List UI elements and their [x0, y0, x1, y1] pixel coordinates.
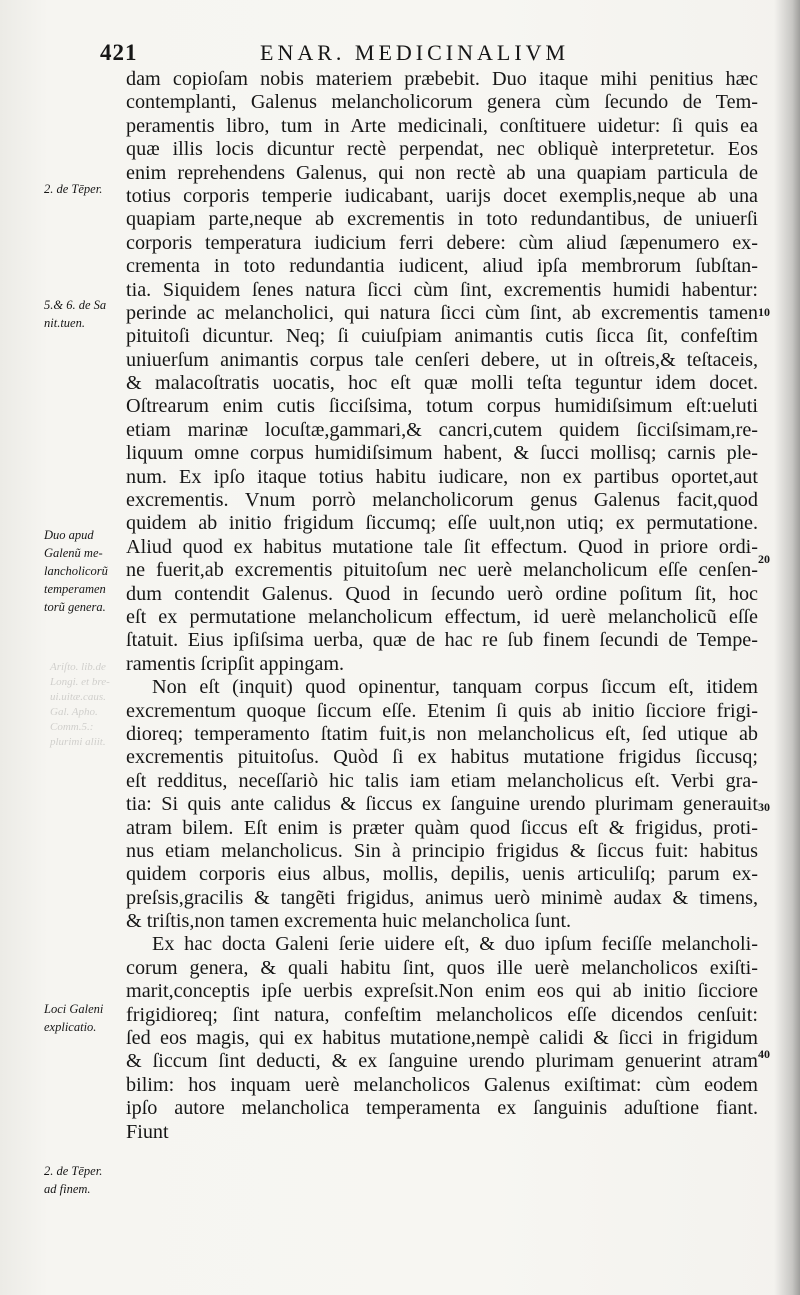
line-number: 10 [758, 305, 770, 319]
text-line: excrementis. Vnum porrò melancholicorum genus Galenus facit,quod [126, 489, 758, 512]
text-line: Oſtrearum enim cutis ſicciſsima, totum corpus humidiſsimum eſt:ueluti [126, 395, 758, 418]
text-line: eſt ex permutatione melancholicum effectum, id uerè melancholicũ eſſe [126, 605, 758, 628]
line-number: 30 [758, 800, 770, 814]
show-through-text: Ariſto. lib.de Longi. et bre- ui.uitæ.caus. Gal. Apho. Comm.5.: plurimi aliit. [50, 661, 110, 748]
margin-note: 2. de Tēper. ad finem. [44, 1164, 103, 1196]
text-line: pituitoſi dicuntur. Neq; ſi cuiuſpiam animantis cutis ſicca ſit, confeſtim [126, 325, 758, 348]
text-line: tia: Si quis ante calidus & ſiccus ex ſanguine urendo plurimam generauit [126, 793, 758, 816]
margin-note: 2. de Tēper. [44, 182, 103, 196]
page-number: 421 [100, 40, 138, 65]
text-line: ramentis ſcripſit appingam. [126, 652, 345, 675]
text-line: quæ illis locis dicuntur rectè perpendat, nec obliquè interpretetur. Eos [126, 138, 758, 161]
text-line: quidem ab initio frigidum ſiccumq; eſſe uult,non utiq; ex permutatione. [126, 512, 758, 535]
margin-note: Duo apud Galenũ me- lancholicorũ temperamen torũ genera. [44, 528, 108, 614]
text-line: dam copioſam nobis materiem præbebit. Duo itaque mihi penitius hæc [126, 68, 758, 90]
line-number: 20 [758, 552, 770, 566]
running-title: ENAR. MEDICINALIVM [260, 40, 570, 65]
text-line: Ex hac docta Galeni ſerie uidere eſt, & duo ipſum feciſſe melancholi- [152, 933, 758, 956]
text-line: & ſiccum ſint deducti, & ex ſanguine urendo plurimam genuerint atram [126, 1050, 758, 1073]
margin-note: Loci Galeni explicatio. [44, 1002, 104, 1034]
text-line: preſsis,gracilis & tangẽti frigidus, animus uerò minimè audax & timens, [126, 886, 758, 909]
line-number: 40 [758, 1047, 770, 1061]
text-line: totius corporis temperie iudicabant, uarijs docet exemplis,neque ab una [126, 184, 758, 207]
text-line: peramentis libro, tum in Arte medicinali, conſtituere uidetur: ſi quis ea [126, 114, 758, 137]
text-line: excrementis pituitoſus. Quòd ſi ex habitus mutatione frigidus ſiccusq; [126, 746, 758, 769]
text-line: quapiam parte,neque ab excrementis in toto redundantibus, de uniuerſi [126, 208, 758, 231]
text-line: liquum omne corpus humidiſsimum habent, & ſucci mollisq; carnis ple- [126, 442, 758, 465]
text-line: crementa in toto redundantia iudicent, aliud ipſa membrorum ſubſtan- [126, 255, 758, 278]
text-line: corporis temperatura iudicium ferri debere: cùm aliud ſæpenumero ex- [126, 231, 758, 254]
text-line: dum contendit Galenus. Quod in ſecundo uerò ordine poſitum ſit, hoc [126, 582, 758, 605]
text-line: ſtatuit. Eius ipſiſsima uerba, quæ de hac re ſub finem ſecundi de Tempe- [126, 629, 758, 652]
text-line: Non eſt (inquit) quod opinentur, tanquam corpus ſiccum eſt, itidem [152, 676, 758, 699]
text-line: & triſtis,non tamen excrementa huic melancholica ſunt. [126, 910, 572, 933]
text-line: ſed eos magis, qui ex habitus mutatione,nempè calidi & ſicci in frigidum [126, 1027, 758, 1050]
text-line: frigidioreq; ſint natura, confeſtim melancholicos eſſe dicendos cenſuit: [126, 1003, 758, 1026]
text-line: ipſo autore melancholica temperamenta ex ſanguinis aduſtione fiant. [126, 1097, 758, 1120]
text-line: corum genera, & quali habitu ſint, quos ille uerè melancholicos exiſti- [126, 956, 758, 979]
text-line: nus etiam melancholicus. Sin à principio frigidus & ſiccus fuit: habitus [126, 839, 758, 862]
text-line: uniuerſum animantis corpus tale cenſeri debere, ut in oſtreis,& teſtaceis, [126, 348, 758, 371]
text-line: Aliud quod ex habitus mutatione tale ſit effectum. Quod in priore ordi- [126, 535, 758, 558]
text-line: eſt redditus, neceſſariò hic talis iam etiam melancholicus eſt. Verbi gra- [126, 769, 758, 792]
text-line: contemplanti, Galenus melancholicorum genera cùm ſecundo de Tem- [126, 91, 758, 114]
page-header [100, 40, 680, 70]
page-gutter-shadow [774, 0, 800, 1295]
text-line: perinde ac melancholici, qui natura ſicci cùm ſint, ab excrementis tamen [126, 301, 758, 324]
text-line: marit,conceptis ipſe uerbis expreſsit.Non enim eos qui ab initio ſicciore [126, 980, 758, 1003]
text-line: & malacoſtratis uocatis, hoc eſt quæ molli teſta teguntur idem docet. [126, 372, 758, 395]
text-line: enim reprehendens Galenus, qui non rectè ab una quapiam particula de [126, 161, 758, 184]
text-line: Fiunt [126, 1120, 169, 1143]
text-line: num. Ex ipſo itaque totius habitu iudicare, non ex partibus oportet,aut [126, 465, 758, 488]
text-line: excrementum quoque ſiccum eſſe. Etenim ſi quis ab initio ſicciore frigi- [126, 699, 758, 722]
text-line: atram bilem. Eſt enim is præter quàm quod ſiccus eſt & frigidus, proti- [126, 816, 758, 839]
margin-note: 5.& 6. de Sa nit.tuen. [44, 298, 107, 330]
main-text-block [126, 68, 758, 1144]
text-line: tia. Siquidem ſenes natura ſicci cùm ſint, excrementis humidi habentur: [126, 278, 758, 301]
text-line: etiam marinæ locuſtæ,gammari,& cancri,cutem quidem ſicciſsimam,re- [126, 418, 758, 441]
text-line: quidem corporis eius albus, mollis, depilis, uenis articuliſq; parum ex- [126, 863, 758, 886]
text-line: bilim: hos inquam uerè melancholicos Galenus exiſtimat: cùm eodem [126, 1073, 758, 1096]
text-line: ne fuerit,ab excrementis pituitoſum nec uerè melancholicum eſſe cenſen- [126, 559, 758, 582]
text-line: dioreq; temperamento ſtatim fuit,is non melancholicus eſt, ſed utique ab [126, 722, 758, 745]
